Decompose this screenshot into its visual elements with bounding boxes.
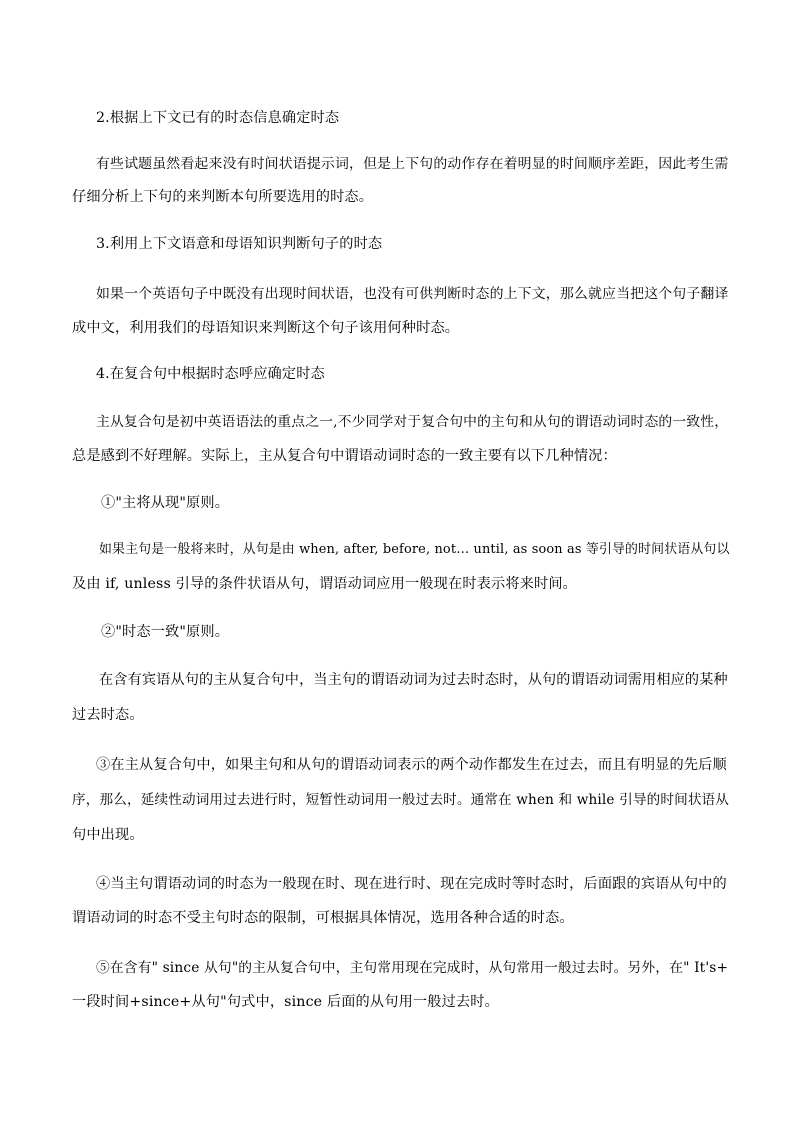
heading-2: 2.根据上下文已有的时态信息确定时态 — [96, 110, 340, 126]
rule-1-line-2: 及由 if, unless 引导的条件状语从句，谓语动词应用一般现在时表示将来时间。 — [72, 576, 578, 592]
rule-2-title: ②"时态一致"原则。 — [101, 624, 230, 640]
para-3-line-1: 如果一个英语句子中既没有出现时间状语，也没有可供判断时态的上下文，那么就应当把这个句子翻译 — [96, 286, 729, 302]
rule-4-line-2: 谓语动词的时态不受主句时态的限制，可根据具体情况，选用各种合适的时态。 — [72, 910, 574, 926]
rule-3-line-2: 序，那么，延续性动词用过去进行时，短暂性动词用一般过去时。通常在 when 和 while 引导的时间状语从 — [72, 792, 730, 808]
rule-1-line-1: 如果主句是一般将来时，从句是由 when, after, before, not… until, as soon as 等引导的时间状语从句以 — [99, 542, 730, 557]
rule-2-line-2: 过去时态。 — [72, 707, 144, 723]
rule-5-line-2: 一段时间+since+从句"句式中，since 后面的从句用一般过去时。 — [72, 994, 499, 1010]
para-4-line-1: 主从复合句是初中英语语法的重点之一,不少同学对于复合句中的主句和从句的谓语动词时态的一致性， — [96, 414, 729, 430]
rule-3-line-1: ③在主从复合句中，如果主句和从句的谓语动词表示的两个动作都发生在过去，而且有明显的先后顺 — [96, 757, 727, 773]
para-4-line-2: 总是感到不好理解。实际上，主从复合句中谓语动词时态的一致主要有以下几种情况： — [72, 448, 617, 464]
rule-2-line-1: 在含有宾语从句的主从复合句中，当主句的谓语动词为过去时态时，从句的谓语动词需用相应的某种 — [99, 672, 728, 688]
rule-3-line-3: 句中出现。 — [72, 827, 144, 843]
rule-1-title: ①"主将从现"原则。 — [101, 495, 230, 511]
para-2-line-2: 仔细分析上下句的来判断本句所要选用的时态。 — [72, 189, 374, 205]
heading-3: 3.利用上下文语意和母语知识判断句子的时态 — [96, 236, 383, 252]
para-3-line-2: 成中文，利用我们的母语知识来判断这个句子该用何种时态。 — [72, 320, 460, 336]
heading-4: 4.在复合句中根据时态呼应确定时态 — [96, 366, 325, 382]
rule-5-line-1: ⑤在含有" since 从句"的主从复合句中，主句常用现在完成时，从句常用一般过去时。另外，在" It's+ — [96, 960, 729, 976]
para-2-line-1: 有些试题虽然看起来没有时间状语提示词，但是上下句的动作存在着明显的时间顺序差距，因此考生需 — [96, 156, 729, 172]
rule-4-line-1: ④当主句谓语动词的时态为一般现在时、现在进行时、现在完成时等时态时，后面跟的宾语从句中的 — [96, 876, 727, 892]
